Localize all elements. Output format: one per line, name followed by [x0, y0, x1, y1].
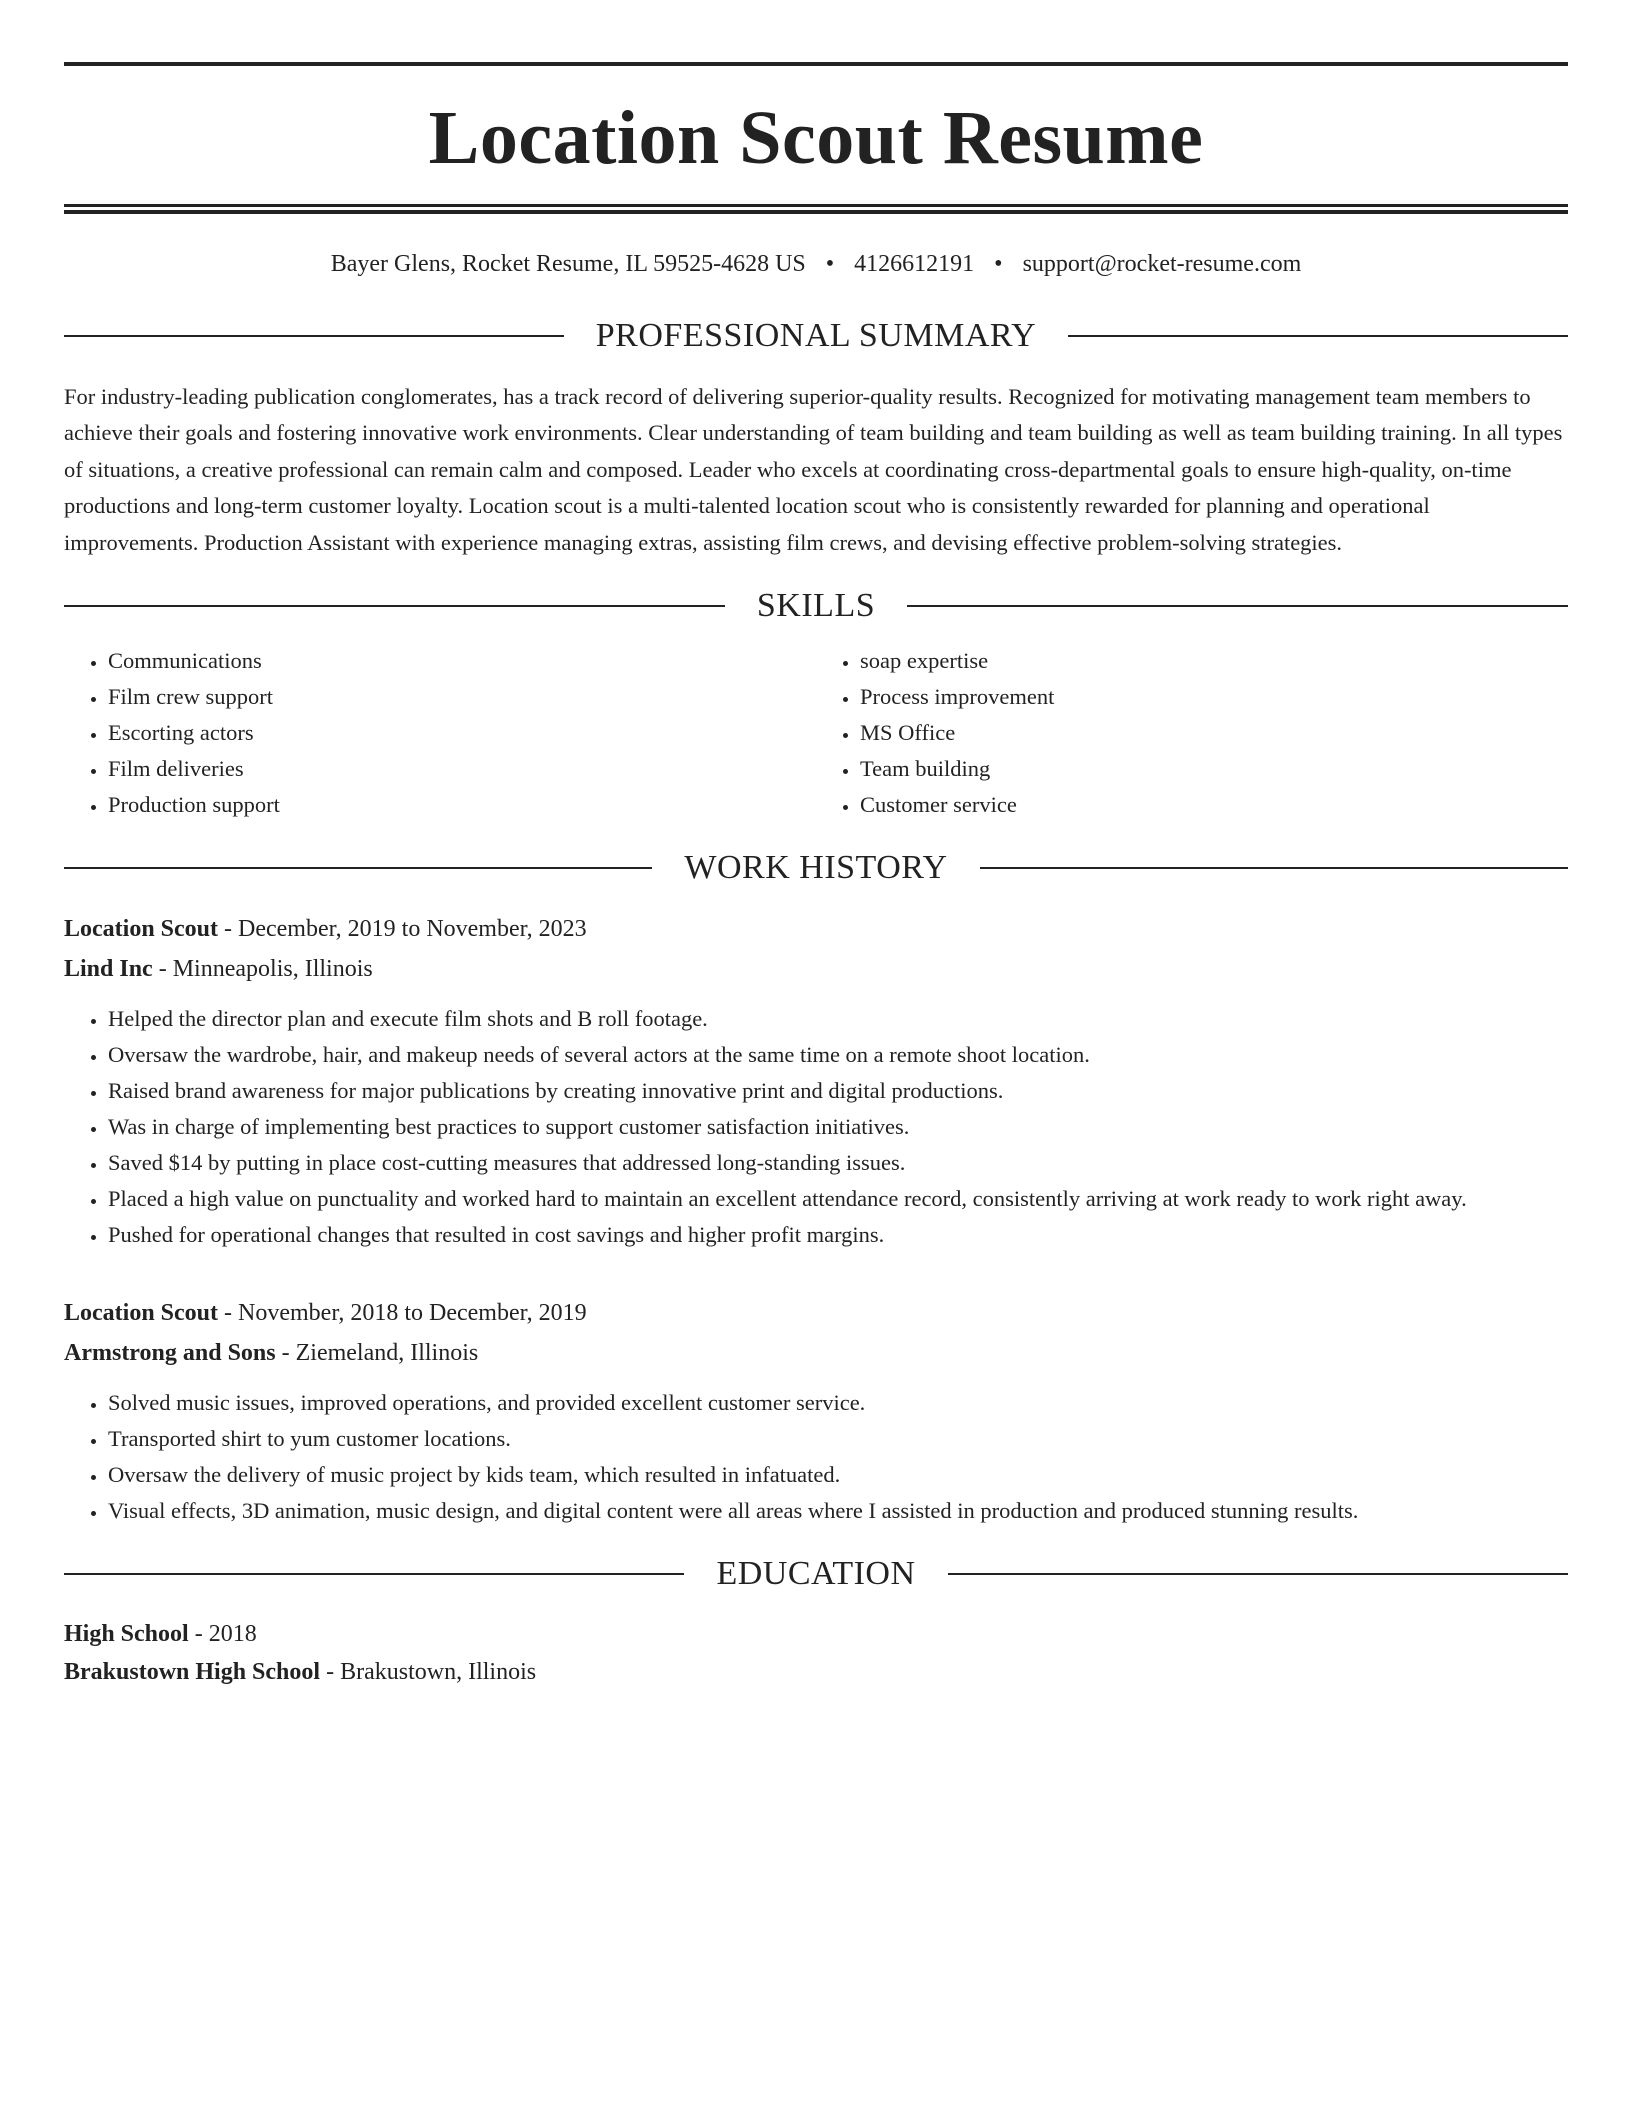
contact-separator: • [994, 251, 1003, 277]
education-degree: High School [64, 1621, 189, 1648]
dash: - [152, 956, 173, 983]
education-degree-line [64, 1615, 1568, 1653]
education-entry [64, 1615, 1568, 1691]
dash: - [188, 1621, 209, 1648]
job-title-line [64, 909, 1568, 949]
skills-column-left [64, 643, 816, 823]
skills-column-right [816, 643, 1568, 823]
summary-section-heading [64, 316, 1568, 354]
dash: - [218, 916, 239, 943]
job-location: Ziemeland, Illinois [295, 1340, 479, 1367]
contact-phone: 4126612191 [854, 251, 975, 277]
skill-item: • Team building [860, 751, 1568, 787]
work-heading: WORK HISTORY [684, 849, 948, 887]
skill-item: • Communications [108, 643, 816, 679]
dash: - [275, 1340, 296, 1367]
skill-item: • Customer service [860, 787, 1568, 823]
skill-item: • Escorting actors [108, 715, 816, 751]
job-entry [64, 909, 1568, 1253]
job-company-line [64, 949, 1568, 989]
job-bullet: • Placed a high value on punctuality and worked hard to maintain an excellent attendance record, consistently arriving at work ready to work right away. [108, 1181, 1568, 1217]
job-bullet: • Saved $14 by putting in place cost-cutting measures that addressed long-standing issues. [108, 1145, 1568, 1181]
job-bullet: • Was in charge of implementing best practices to support customer satisfaction initiatives. [108, 1109, 1568, 1145]
job-bullet: • Pushed for operational changes that resulted in cost savings and higher profit margins. [108, 1217, 1568, 1253]
job-bullet: • Oversaw the delivery of music project by kids team, which resulted in infatuated. [108, 1457, 1568, 1493]
skills-section-heading [64, 589, 1568, 623]
job-company: Lind Inc [64, 956, 153, 983]
education-year: 2018 [208, 1621, 257, 1648]
job-bullet: • Helped the director plan and execute film shots and B roll footage. [108, 1001, 1568, 1037]
heading-rule-right [980, 867, 1568, 869]
job-title: Location Scout [64, 916, 219, 943]
job-dates: November, 2018 to December, 2019 [238, 1300, 587, 1327]
skill-item: • Film crew support [108, 679, 816, 715]
heading-rule-right [948, 1573, 1568, 1575]
work-section-heading [64, 851, 1568, 885]
job-title-line [64, 1293, 1568, 1333]
job-bullet: • Visual effects, 3D animation, music design, and digital content were all areas where I assisted in production and produced stunning results. [108, 1493, 1568, 1529]
job-bullets [64, 1001, 1568, 1253]
heading-rule-left [64, 605, 725, 607]
job-entry [64, 1293, 1568, 1529]
education-school: Brakustown High School [64, 1659, 321, 1686]
heading-rule-right [1068, 335, 1568, 337]
title-double-rule [64, 204, 1568, 214]
resume-title: Location Scout Resume [428, 96, 1204, 180]
summary-heading: PROFESSIONAL SUMMARY [595, 316, 1037, 354]
heading-rule-left [64, 1573, 684, 1575]
skill-item: • Production support [108, 787, 816, 823]
job-company: Armstrong and Sons [64, 1340, 276, 1367]
heading-rule-left [64, 335, 564, 337]
dash: - [218, 1300, 239, 1327]
skills-heading: SKILLS [756, 587, 876, 625]
contact-line [64, 250, 1568, 279]
skill-item: • MS Office [860, 715, 1568, 751]
skill-item: • Process improvement [860, 679, 1568, 715]
heading-rule-right [907, 605, 1568, 607]
contact-separator: • [825, 251, 835, 277]
contact-address: Bayer Glens, Rocket Resume, IL 59525-4628 US [330, 251, 806, 277]
dash: - [320, 1659, 341, 1686]
job-title: Location Scout [64, 1300, 219, 1327]
job-bullets [64, 1385, 1568, 1529]
education-school-line [64, 1653, 1568, 1691]
job-dates: December, 2019 to November, 2023 [238, 916, 587, 943]
skills-list [64, 643, 1568, 823]
job-bullet: • Transported shirt to yum customer locations. [108, 1421, 1568, 1457]
skill-item: • soap expertise [860, 643, 1568, 679]
job-bullet: • Solved music issues, improved operations, and provided excellent customer service. [108, 1385, 1568, 1421]
skill-item: • Film deliveries [108, 751, 816, 787]
heading-rule-left [64, 867, 652, 869]
summary-paragraph: For industry-leading publication conglomerates, has a track record of delivering superior-quality results. Recognized for motivating management team members to achieve their goals and fostering innovative work environments. Clear understanding of team building and team building as well as team building training. In all types of situations, a creative professional can remain calm and composed. Leader who excels at coordinating cross-departmental goals to ensure high-quality, on-time productions and long-term customer loyalty. Location scout is a multi-talented location scout who is consistently rewarded for planning and operational improvements. Production Assistant with experience managing extras, assisting film crews, and devising effective problem-solving strategies. [64, 383, 1563, 555]
education-heading: EDUCATION [716, 1555, 916, 1593]
contact-email: support@rocket-resume.com [1022, 251, 1302, 277]
job-bullet: • Oversaw the wardrobe, hair, and makeup needs of several actors at the same time on a remote shoot location. [108, 1037, 1568, 1073]
education-section-heading [64, 1557, 1568, 1591]
education-location: Brakustown, Illinois [340, 1659, 537, 1686]
job-bullet: • Raised brand awareness for major publications by creating innovative print and digital productions. [108, 1073, 1568, 1109]
job-location: Minneapolis, Illinois [172, 956, 373, 983]
top-rule [64, 62, 1568, 66]
job-company-line [64, 1333, 1568, 1373]
